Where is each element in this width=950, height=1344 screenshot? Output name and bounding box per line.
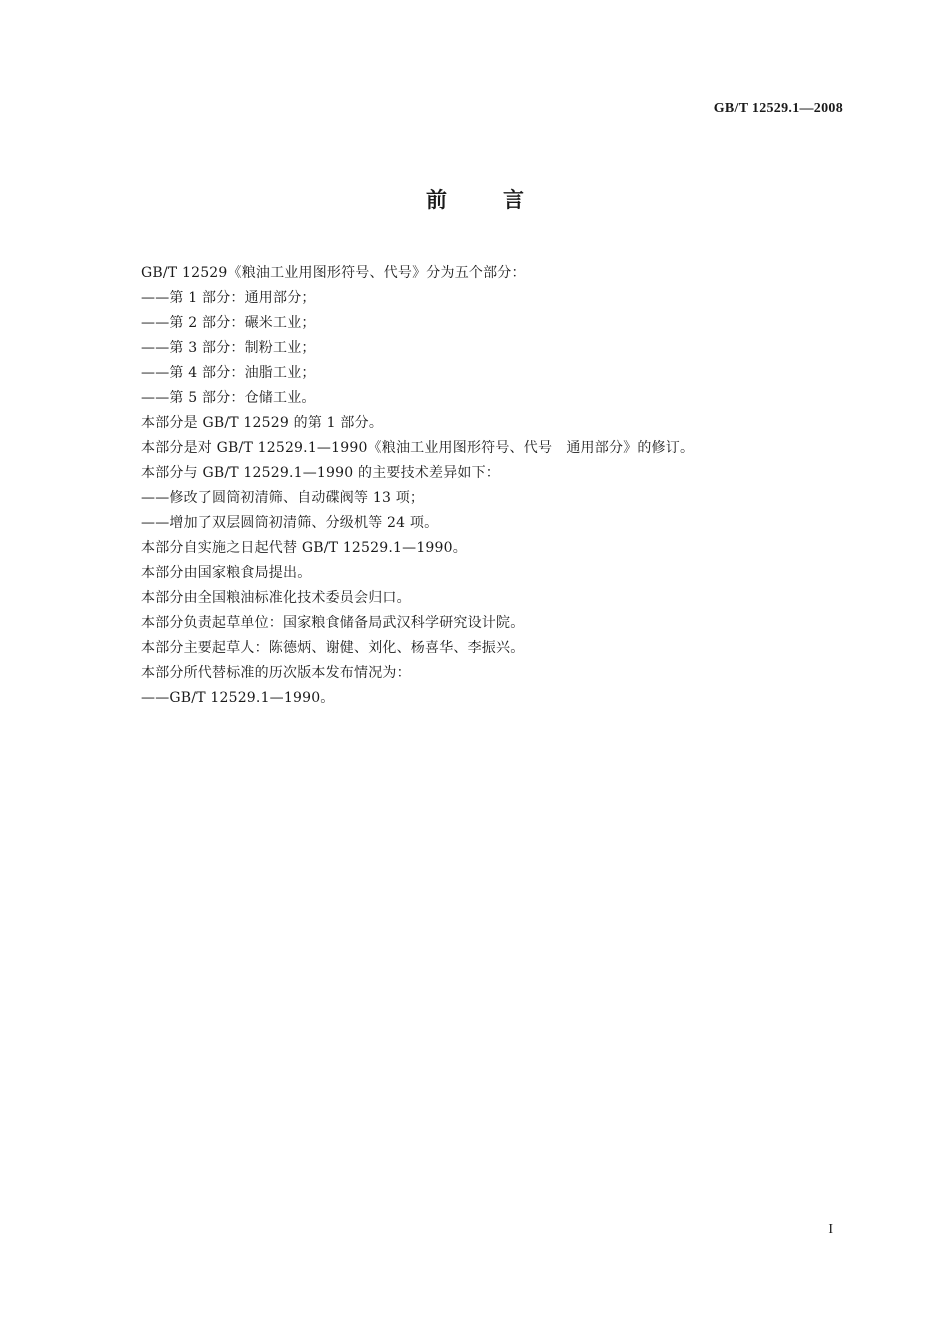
standard-code: GB/T 12529.1—2008 [713, 101, 843, 116]
body-line: ——第 5 部分：仓储工业。 [141, 390, 316, 406]
page-title: 前言 [426, 188, 580, 212]
body-line: 本部分所代替标准的历次版本发布情况为： [141, 665, 411, 681]
body-line: 本部分由全国粮油标准化技术委员会归口。 [141, 590, 411, 606]
body-line: ——增加了双层圆筒初清筛、分级机等 24 项。 [141, 515, 439, 531]
body-line: 本部分是 GB/T 12529 的第 1 部分。 [141, 415, 384, 431]
body-line: ——第 3 部分：制粉工业； [141, 340, 316, 356]
body-line: 本部分自实施之日起代替 GB/T 12529.1—1990。 [141, 540, 467, 556]
body-line: ——第 4 部分：油脂工业； [141, 365, 316, 381]
body-line: 本部分主要起草人：陈德炳、谢健、刘化、杨喜华、李振兴。 [141, 640, 525, 656]
body-line: ——第 2 部分：碾米工业； [141, 315, 316, 331]
body-line: ——修改了圆筒初清筛、自动碟阀等 13 项； [141, 490, 425, 506]
body-line: 本部分与 GB/T 12529.1—1990 的主要技术差异如下： [141, 465, 500, 481]
body-line: GB/T 12529《粮油工业用图形符号、代号》分为五个部分： [141, 265, 526, 281]
body-line: ——GB/T 12529.1—1990。 [141, 690, 335, 706]
page-number: I [828, 1222, 833, 1237]
body-line: ——第 1 部分：通用部分； [141, 290, 316, 306]
body-line: 本部分由国家粮食局提出。 [141, 565, 312, 581]
body-line: 本部分负责起草单位：国家粮食储备局武汉科学研究设计院。 [141, 615, 525, 631]
body-line: 本部分是对 GB/T 12529.1—1990《粮油工业用图形符号、代号 通用部分》的修订。 [141, 440, 695, 456]
foreword-body [141, 261, 841, 711]
